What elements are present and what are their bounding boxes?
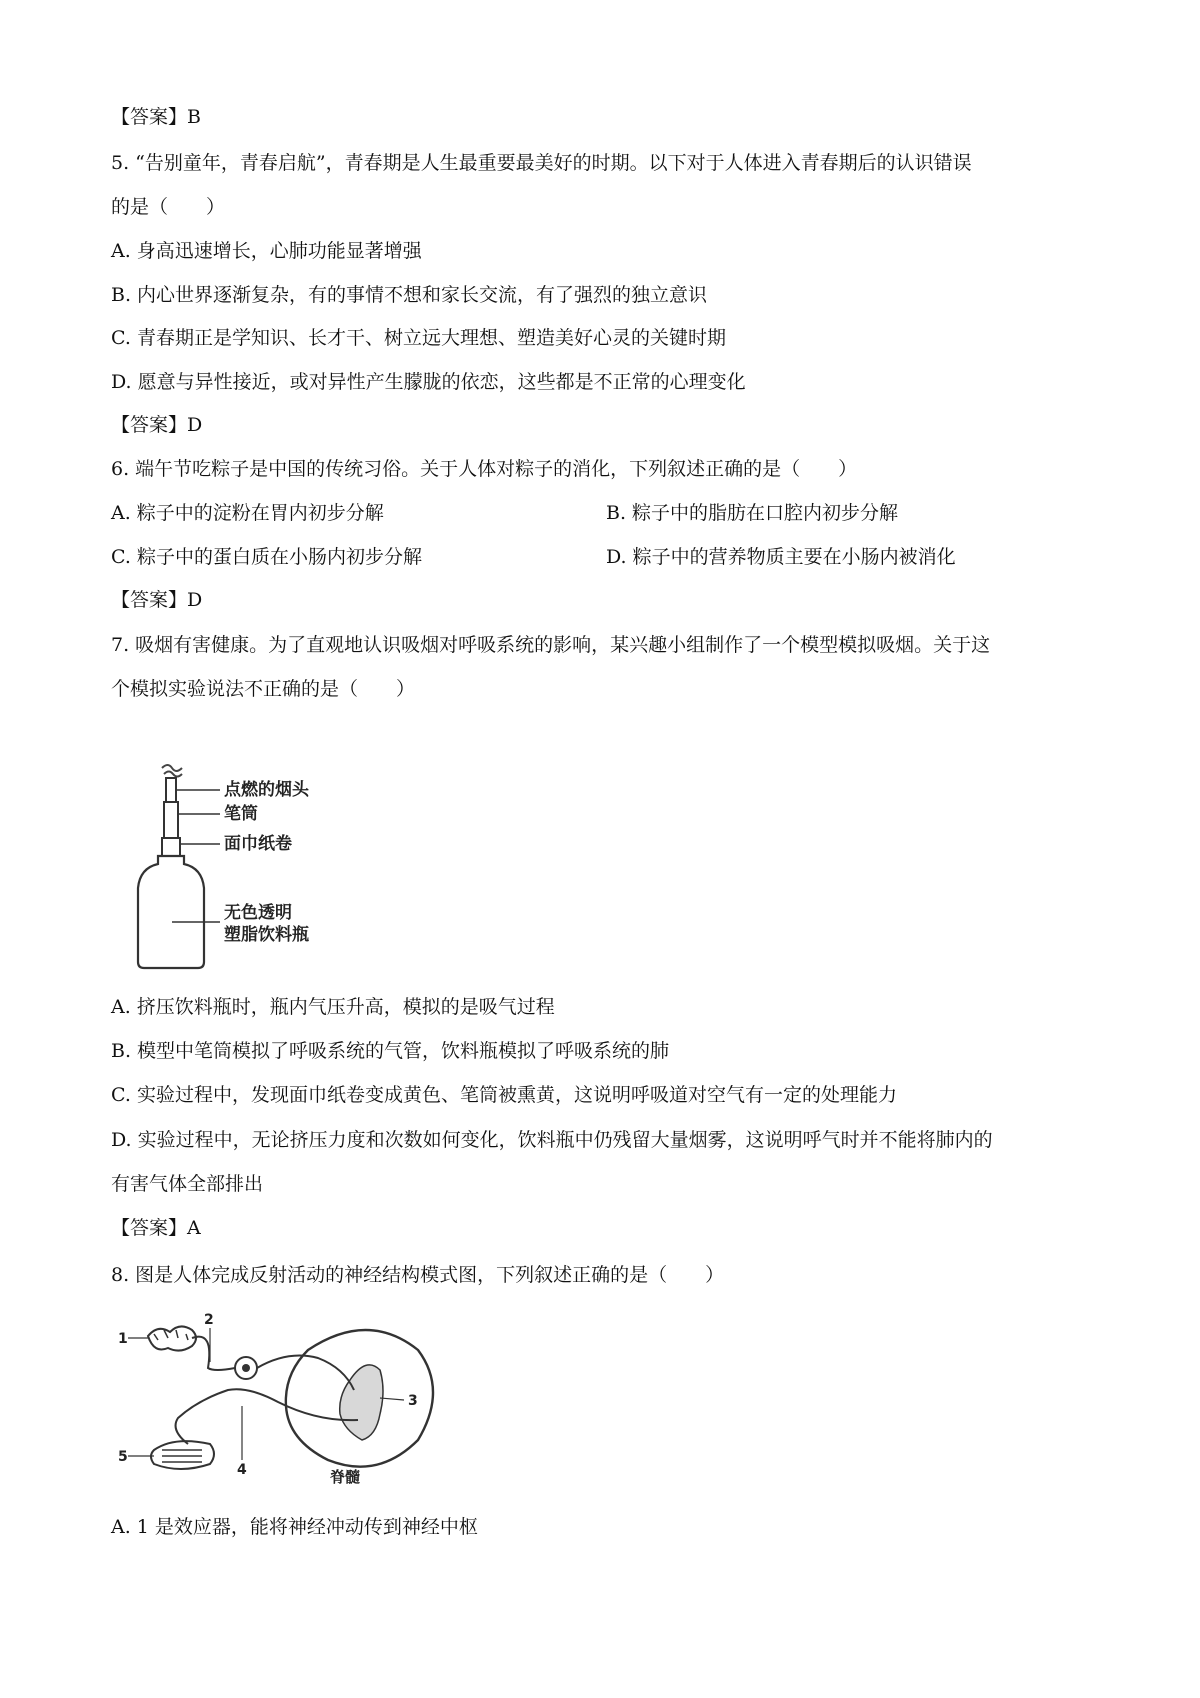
smoking-model-figure bbox=[128, 762, 348, 972]
answer-label: 【答案】 bbox=[111, 1217, 188, 1239]
answer-value: B bbox=[187, 106, 201, 128]
tissue-roll-icon bbox=[162, 838, 180, 856]
q7-stem-line1: 7. 吸烟有害健康。为了直观地认识吸烟对呼吸系统的影响，某兴趣小组制作了一个模型模拟吸烟。关于这 bbox=[111, 634, 991, 656]
label-lit-cigarette: 点燃的烟头 bbox=[224, 780, 309, 800]
q5-option-d: D. 愿意与异性接近，或对异性产生朦胧的依恋，这些都是不正常的心理变化 bbox=[111, 371, 746, 393]
q5-option-b: B. 内心世界逐渐复杂，有的事情不想和家长交流，有了强烈的独立意识 bbox=[111, 284, 708, 306]
q5-option-a: A. 身高迅速增长，心肺功能显著增强 bbox=[111, 240, 422, 262]
q5-stem-line2: 的是（ ） bbox=[111, 196, 226, 218]
answer-value: A bbox=[187, 1217, 201, 1239]
label-4: 4 bbox=[237, 1462, 247, 1478]
label-2: 2 bbox=[204, 1312, 214, 1328]
q4-answer bbox=[111, 104, 201, 130]
label-spinal-cord: 脊髓 bbox=[330, 1468, 361, 1486]
q7-option-d: D. 实验过程中，无论挤压力度和次数如何变化，饮料瓶中仍残留大量烟雾，这说明呼气时并不能将肺内的 bbox=[111, 1129, 993, 1151]
q7-answer bbox=[111, 1215, 201, 1241]
q5-answer bbox=[111, 412, 202, 438]
q7-option-a: A. 挤压饮料瓶时，瓶内气压升高，模拟的是吸气过程 bbox=[111, 996, 555, 1018]
reflex-arc-figure bbox=[118, 1310, 458, 1486]
answer-label: 【答案】 bbox=[111, 589, 188, 611]
smoke-icon bbox=[162, 765, 182, 771]
q7-stem-line2: 个模拟实验说法不正确的是（ ） bbox=[111, 678, 416, 700]
q6-option-c: C. 粽子中的蛋白质在小肠内初步分解 bbox=[111, 546, 422, 568]
label-tissue-roll: 面巾纸卷 bbox=[224, 834, 292, 854]
label-pen-tube: 笔筒 bbox=[224, 804, 258, 824]
q5-stem-line1: 5. “告别童年，青春启航”，青春期是人生最重要最美好的时期。以下对于人体进入青春期后的认识错误 bbox=[111, 152, 972, 174]
effector-icon bbox=[151, 1441, 214, 1469]
label-5: 5 bbox=[118, 1449, 128, 1465]
answer-value: D bbox=[187, 414, 203, 436]
label-1: 1 bbox=[118, 1331, 128, 1347]
label-3: 3 bbox=[408, 1393, 418, 1409]
q6-option-a: A. 粽子中的淀粉在胃内初步分解 bbox=[111, 502, 384, 524]
q6-option-b: B. 粽子中的脂肪在口腔内初步分解 bbox=[606, 502, 899, 524]
label-plastic-bottle: 塑脂饮料瓶 bbox=[224, 925, 309, 945]
q7-option-d-line2: 有害气体全部排出 bbox=[111, 1173, 264, 1195]
q6-answer bbox=[111, 587, 202, 613]
q5-option-c: C. 青春期正是学知识、长才干、树立远大理想、塑造美好心灵的关键时期 bbox=[111, 327, 726, 349]
cigarette-icon bbox=[166, 778, 176, 802]
q6-stem: 6. 端午节吃粽子是中国的传统习俗。关于人体对粽子的消化，下列叙述正确的是（ ） bbox=[111, 458, 858, 480]
q8-stem: 8. 图是人体完成反射活动的神经结构模式图，下列叙述正确的是（ ） bbox=[111, 1264, 725, 1286]
receptor-icon bbox=[148, 1326, 196, 1350]
q7-option-c: C. 实验过程中，发现面巾纸卷变成黄色、笔筒被熏黄，这说明呼吸道对空气有一定的处理能力 bbox=[111, 1084, 897, 1106]
label-transparent: 无色透明 bbox=[224, 903, 292, 923]
q8-option-a: A. 1 是效应器，能将神经冲动传到神经中枢 bbox=[111, 1516, 478, 1538]
q7-option-b: B. 模型中笔筒模拟了呼吸系统的气管，饮料瓶模拟了呼吸系统的肺 bbox=[111, 1040, 670, 1062]
answer-label: 【答案】 bbox=[111, 414, 188, 436]
answer-value: D bbox=[187, 589, 203, 611]
q6-option-d: D. 粽子中的营养物质主要在小肠内被消化 bbox=[606, 546, 956, 568]
pen-tube-icon bbox=[164, 802, 178, 838]
answer-label: 【答案】 bbox=[111, 106, 188, 128]
afferent-nerve bbox=[192, 1337, 235, 1370]
bottle-icon bbox=[138, 856, 204, 968]
